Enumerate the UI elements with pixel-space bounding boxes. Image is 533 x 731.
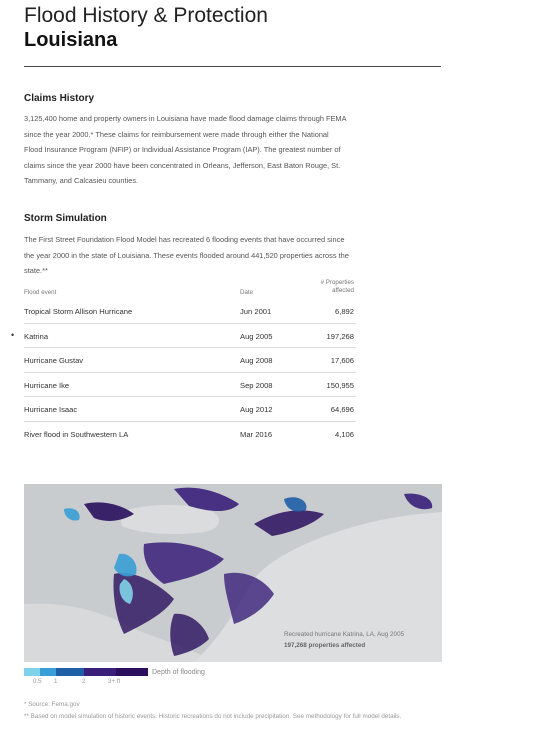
event-count: 150,955 <box>326 380 354 390</box>
legend-swatch <box>24 668 40 676</box>
event-date: Jun 2001 <box>240 307 272 316</box>
col-properties: # Properties affected <box>320 279 354 294</box>
legend-label: 1 <box>54 678 58 685</box>
claims-line: 3,125,400 home and property owners in Louisiana have made flood damage claims through FEMA <box>24 114 347 123</box>
table-row[interactable] <box>24 348 356 373</box>
footnote-source: * Source: Fema.gov <box>24 701 80 708</box>
storm-heading: Storm Simulation <box>24 213 107 224</box>
legend-label: 3+ ft <box>108 678 121 685</box>
event-date: Aug 2005 <box>240 331 273 341</box>
legend-swatch <box>40 668 56 676</box>
event-count: 17,606 <box>330 356 354 365</box>
table-row[interactable] <box>24 373 356 398</box>
claims-line: since the year 2000.* These claims for reimbursement were made through either the National <box>24 129 329 139</box>
event-count: 4,106 <box>334 429 354 439</box>
event-name: Hurricane Ike <box>24 380 70 390</box>
claims-paragraph <box>24 111 444 189</box>
table-body <box>11 299 356 445</box>
event-name: Katrina <box>24 331 49 341</box>
flood-events-table <box>11 277 356 445</box>
event-name: Hurricane Isaac <box>24 405 78 414</box>
claims-line: claims since the year 2000 have been concentrated in Orleans, Jefferson, East Baton Rouge, St. <box>24 160 341 170</box>
footnote-model: ** Based on model simulation of historic events. Historic recreations do not include precipitation. See methodology for full model details. <box>24 713 402 720</box>
event-count: 6,892 <box>334 307 354 316</box>
event-date: Aug 2008 <box>240 356 273 365</box>
state-name: Louisiana <box>24 29 118 51</box>
event-count: 64,696 <box>330 405 354 414</box>
event-date: Sep 2008 <box>240 380 273 390</box>
map-caption-title: Recreated hurricane Katrina, LA, Aug 2005 <box>284 631 405 638</box>
claims-line: Tammany, and Calcasieu counties. <box>24 176 139 185</box>
legend-title: Depth of flooding <box>152 669 205 676</box>
map-caption <box>284 629 404 651</box>
table-row[interactable] <box>24 397 356 422</box>
selected-bullet-icon: • <box>11 329 15 340</box>
header-divider <box>24 66 441 67</box>
table-row[interactable] <box>24 299 356 324</box>
event-name: River flood in Southwestern LA <box>24 429 129 439</box>
event-name: Tropical Storm Allison Hurricane <box>24 307 133 316</box>
event-count: 197,268 <box>326 331 354 341</box>
event-name: Hurricane Gustav <box>24 356 84 365</box>
legend-label: 0.5 <box>33 678 42 685</box>
map-caption-count: 197,268 properties affected <box>284 642 366 649</box>
legend-swatch <box>116 668 148 676</box>
legend-swatch <box>84 668 116 676</box>
col-flood-event: Flood event <box>24 289 57 296</box>
page-title: Flood History & Protection <box>24 4 268 27</box>
claims-heading: Claims History <box>24 93 95 104</box>
event-date: Mar 2016 <box>240 429 273 439</box>
storm-line: the year 2000 in the state of Louisiana. These events flooded around 441,520 properties across the <box>24 250 349 260</box>
storm-line: state.** <box>24 266 48 275</box>
legend-label: 2 <box>82 678 86 685</box>
table-header <box>24 277 356 299</box>
storm-line: The First Street Foundation Flood Model has recreated 6 flooding events that have occurred since <box>24 235 345 244</box>
table-row[interactable] <box>24 422 356 446</box>
legend-swatch <box>56 668 84 676</box>
event-date: Aug 2012 <box>240 405 273 414</box>
storm-paragraph <box>24 232 444 279</box>
col-date: Date <box>240 289 254 296</box>
table-row[interactable] <box>11 324 356 349</box>
claims-line: Flood Insurance Program (NFIP) or Individual Assistance Program (IAP). The greatest number of <box>24 145 341 154</box>
